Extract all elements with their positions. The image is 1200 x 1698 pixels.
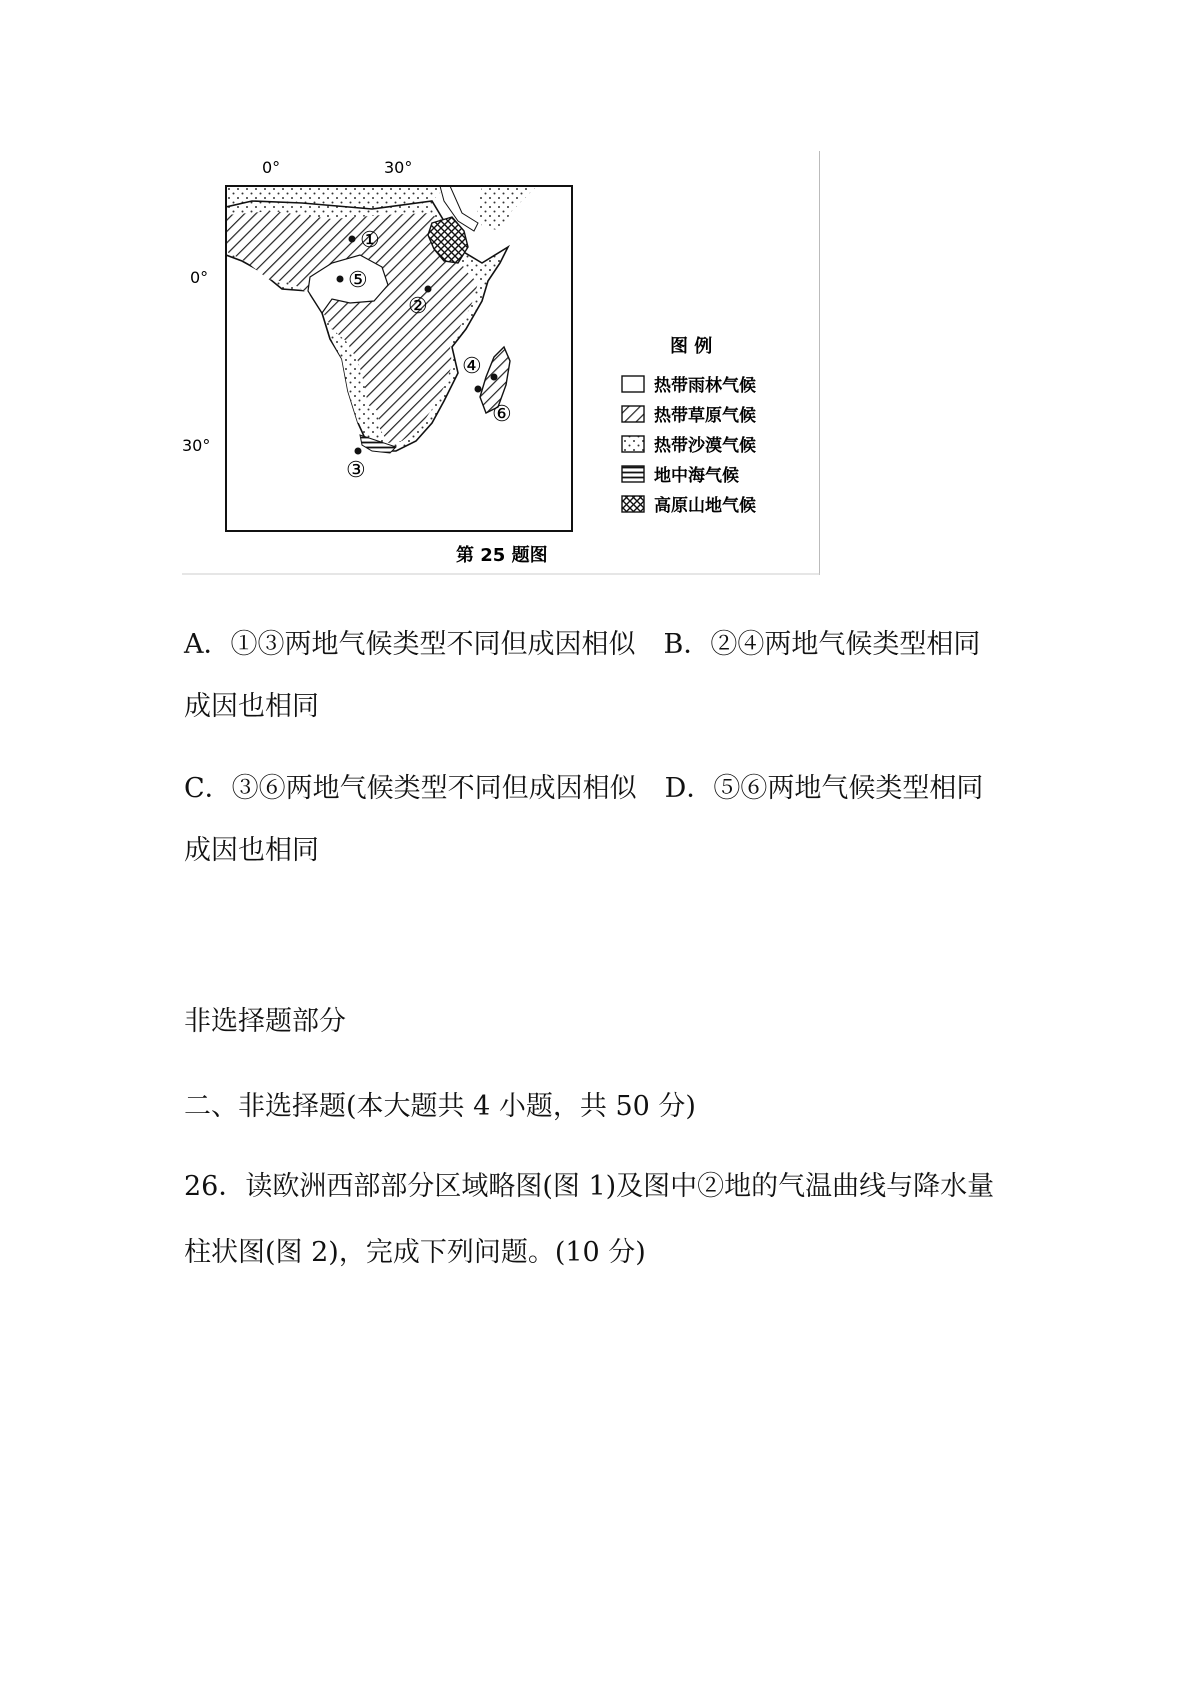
legend-item-savanna: 热带草原气候 — [654, 406, 756, 426]
point-label-4: ④ — [462, 354, 482, 379]
q25-options-row2 — [184, 772, 983, 806]
lat-label-30: 30° — [182, 436, 211, 455]
lat-label-0: 0° — [190, 268, 209, 287]
point-label-2: ② — [408, 294, 428, 319]
option-b-continued: 成因也相同 — [184, 691, 319, 722]
figure-caption: 第 25 题图 — [456, 545, 548, 566]
question26-line1: 26．读欧洲西部部分区域略图(图 1)及图中②地的气温曲线与降水量 — [184, 1171, 995, 1202]
legend-item-desert: 热带沙漠气候 — [654, 436, 756, 456]
point-label-5: ⑤ — [348, 268, 368, 293]
point-label-1: ① — [360, 228, 380, 253]
legend-title: 图 例 — [670, 336, 713, 357]
legend-item-mediterranean: 地中海气候 — [654, 466, 739, 486]
lon-label-30: 30° — [384, 158, 413, 177]
point-label-6: ⑥ — [492, 402, 512, 427]
map-legend — [622, 335, 756, 516]
africa-map — [182, 158, 572, 531]
option-d: D．⑤⑥两地气候类型相同 — [664, 773, 984, 804]
q25-options-row1 — [184, 628, 980, 662]
lon-label-0: 0° — [262, 158, 281, 177]
legend-item-rainforest: 热带雨林气候 — [654, 376, 756, 396]
legend-item-highland: 高原山地气候 — [654, 496, 756, 516]
option-c: C．③⑥两地气候类型不同但成因相似 — [184, 773, 637, 804]
section-title: 非选择题部分 — [184, 1006, 346, 1037]
option-d-continued: 成因也相同 — [184, 835, 319, 866]
option-b: B．②④两地气候类型相同 — [663, 629, 981, 660]
point-label-3: ③ — [346, 458, 366, 483]
question26-line2: 柱状图(图 2)，完成下列问题。(10 分) — [184, 1237, 646, 1268]
option-a: A．①③两地气候类型不同但成因相似 — [184, 629, 636, 660]
africa-climate-figure — [182, 151, 820, 575]
section-heading: 二、非选择题(本大题共 4 小题，共 50 分) — [184, 1091, 696, 1122]
